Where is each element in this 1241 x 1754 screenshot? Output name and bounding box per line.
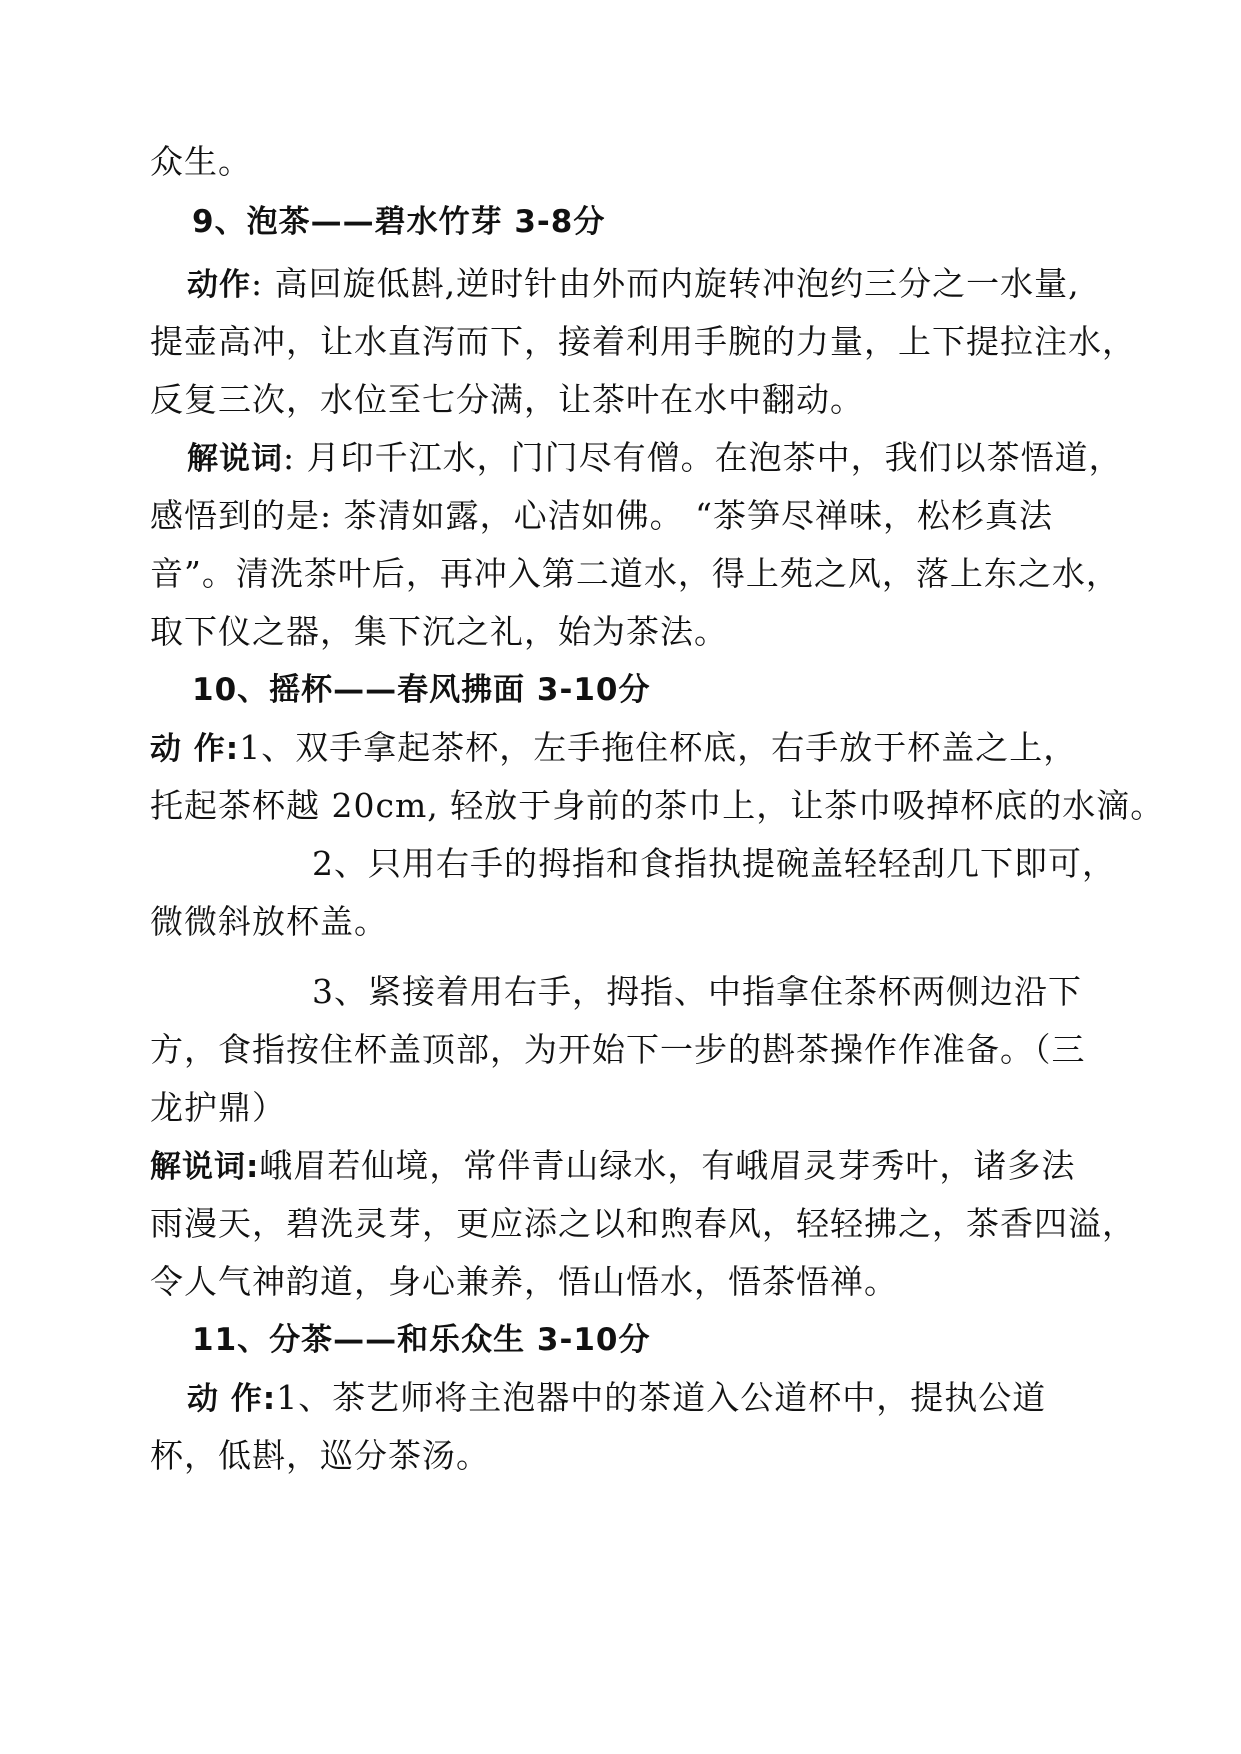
text-line: 令人气神韵道，身心兼养，悟山悟水，悟茶悟禅。 bbox=[150, 1262, 898, 1301]
action-text: 1、茶艺师将主泡器中的茶道入公道杯中，提执公道 bbox=[276, 1378, 1047, 1417]
commentary-text: 峨眉若仙境，常伴青山绿水，有峨眉灵芽秀叶，诸多法 bbox=[259, 1146, 1076, 1185]
text-line: 取下仪之器，集下沉之礼，始为茶法。 bbox=[150, 612, 728, 651]
text-line bbox=[187, 1376, 1137, 1421]
text-line: 感悟到的是: 茶清如露，心洁如佛。 “茶笋尽禅味，松杉真法 bbox=[150, 496, 1053, 535]
text-line: 音”。清洗茶叶后，再冲入第二道水，得上苑之风，落上东之水， bbox=[150, 554, 1120, 593]
section-heading: 11、分茶——和乐众生 3-10分 bbox=[192, 1322, 651, 1358]
text-line: 2、只用右手的拇指和食指执提碗盖轻轻刮几下即可， bbox=[312, 844, 1116, 883]
text-line bbox=[187, 262, 1137, 307]
text-line: 微微斜放杯盖。 bbox=[150, 902, 388, 941]
text-line: 方，食指按住杯盖顶部，为开始下一步的斟茶操作作准备。（三 bbox=[150, 1030, 1086, 1069]
action-label: 动作 bbox=[187, 267, 251, 303]
text-line: 提壶高冲，让水直泻而下，接着利用手腕的力量，上下提拉注水， bbox=[150, 322, 1136, 361]
action-text: 1、双手拿起茶杯，左手拖住杯底，右手放于杯盖之上， bbox=[239, 728, 1078, 767]
commentary-text: : 月印千江水，门门尽有僧。在泡茶中，我们以茶悟道， bbox=[283, 438, 1123, 477]
text-line: 反复三次，水位至七分满，让茶叶在水中翻动。 bbox=[150, 380, 864, 419]
commentary-label: 解说词 bbox=[187, 441, 283, 477]
text-line: 龙护鼎） bbox=[150, 1088, 286, 1127]
text-line bbox=[187, 436, 1137, 481]
action-text: : 高回旋低斟,逆时针由外而内旋转冲泡约三分之一水量, bbox=[251, 264, 1080, 303]
text-line: 杯，低斟，巡分茶汤。 bbox=[150, 1436, 490, 1475]
section-heading: 9、泡茶——碧水竹芽 3-8分 bbox=[192, 204, 606, 240]
section-heading: 10、摇杯——春风拂面 3-10分 bbox=[192, 672, 651, 708]
text-line: 雨漫天，碧洗灵芽，更应添之以和煦春风，轻轻拂之，茶香四溢， bbox=[150, 1204, 1136, 1243]
text-line: 众生。 bbox=[150, 142, 252, 181]
commentary-label: 解说词: bbox=[150, 1149, 260, 1185]
text-line: 托起茶杯越 20cm, 轻放于身前的茶巾上，让茶巾吸掉杯底的水滴。 bbox=[150, 786, 1165, 825]
text-line: 3、紧接着用右手，拇指、中指拿住茶杯两侧边沿下 bbox=[312, 972, 1082, 1011]
text-line bbox=[150, 1144, 1100, 1189]
action-label: 动 作: bbox=[187, 1381, 277, 1417]
text-line bbox=[150, 726, 1100, 771]
action-label: 动 作: bbox=[150, 731, 240, 767]
